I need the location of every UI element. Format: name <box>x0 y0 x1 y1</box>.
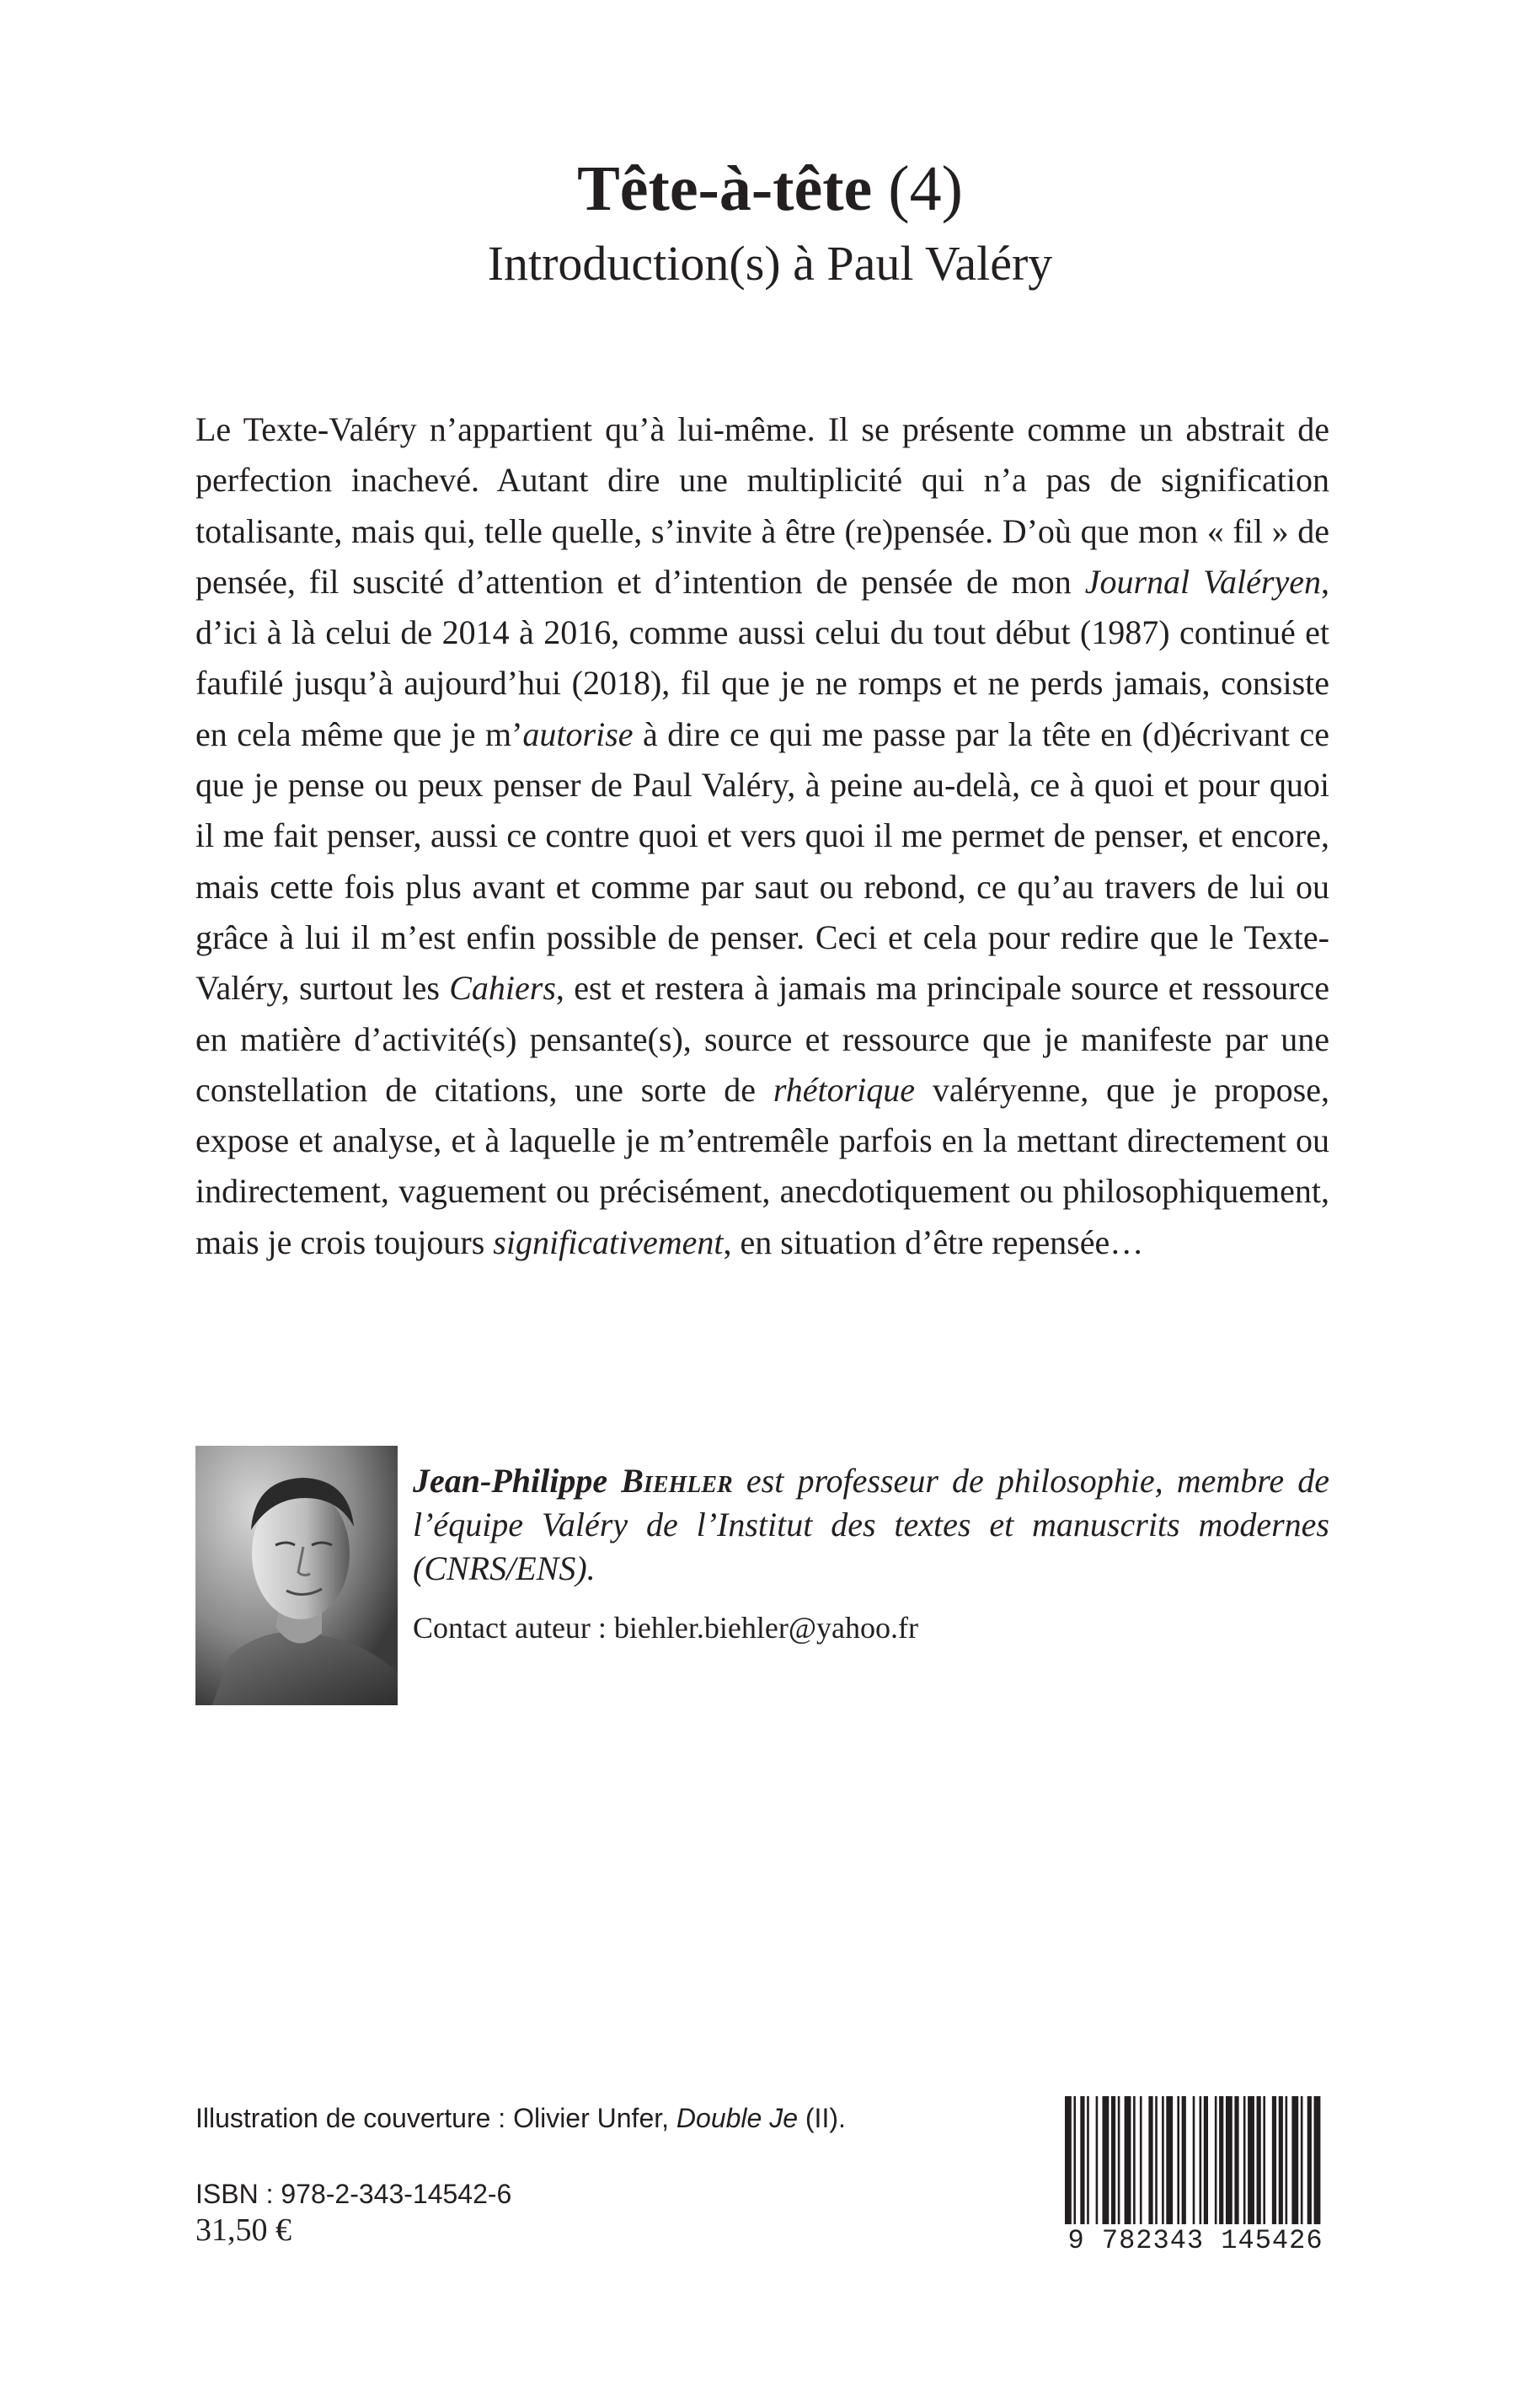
barcode-number: 9 782343 145426 <box>1061 2224 1329 2258</box>
barcode-bar <box>1200 2096 1202 2224</box>
barcode-bar <box>1177 2096 1179 2224</box>
author-contact: Contact auteur : biehler.biehler@yahoo.fr <box>413 1611 918 1645</box>
barcode-bar <box>1301 2096 1303 2224</box>
barcode-bar <box>1162 2096 1164 2224</box>
title-block <box>0 150 1540 293</box>
blurb-autorise: autorise <box>522 714 634 753</box>
barcode-bar <box>1155 2096 1158 2224</box>
barcode-bar <box>1314 2096 1321 2224</box>
book-title <box>0 150 1540 227</box>
barcode-bar <box>1286 2096 1288 2224</box>
author-bio <box>413 1459 1329 1591</box>
author-bio-text: est professeur de philosophie, membre de l’équipe Valéry de l’Institut des textes et manuscrits modernes (CNRS/ENS). <box>413 1462 1330 1587</box>
barcode-bar <box>1215 2096 1217 2224</box>
blurb-significativement: significativement <box>493 1222 724 1261</box>
title-main: Tête-à-tête <box>577 153 873 224</box>
illustration-credit-prefix: Illustration de couverture : Olivier Unfer, <box>195 2103 676 2133</box>
blurb-journal-title: Journal Valéryen <box>1084 562 1321 601</box>
barcode-bar <box>1204 2096 1208 2224</box>
price: 31,50 € <box>195 2212 291 2248</box>
blurb-rhetorique: rhétorique <box>773 1070 916 1109</box>
barcode-bar <box>1248 2096 1254 2224</box>
blurb-text-3: à dire ce qui me passe par la tête en (d)écrivant ce que je pense ou peux penser de Paul Valéry, à peine au-delà, ce à quoi et pour quoi il me fait penser, aussi ce contre quoi et vers quoi il me permet de penser, et encore, mais cette fois plus avant et comme par saut ou rebond, ce qu’au travers de lui ou grâce à lui il m’est enfin possible de penser. Ceci et cela pour redire que le Texte-Valéry, surtout les <box>195 714 1329 1008</box>
barcode-bar <box>1307 2096 1312 2224</box>
barcode-bar <box>1193 2096 1195 2224</box>
title-volume-number: (4) <box>888 153 963 224</box>
barcode-bar <box>1148 2096 1152 2224</box>
barcode-bar <box>1073 2096 1076 2224</box>
blurb-text-5: valéryenne, que je propose, expose et analyse, et à laquelle je m’entremêle parfois en la mettant directement ou indirectement, vaguement ou précisément, anecdotiquement ou philosophiquement, mais je crois toujours <box>195 1070 1330 1261</box>
barcode-bar <box>1111 2096 1115 2224</box>
barcode-bar <box>1102 2096 1109 2224</box>
barcode-bar <box>1125 2096 1131 2224</box>
back-cover-blurb <box>195 404 1329 1268</box>
book-subtitle: Introduction(s) à Paul Valéry <box>487 236 1053 291</box>
author-last-name: Biehler <box>621 1462 733 1500</box>
blurb-text-2: , d’ici à là celui de 2014 à 2016, comme aussi celui du tout début (1987) continué et faufilé jusqu’à aujourd’hui (2018), fil que je ne romps et ne perds jamais, consiste en cela même que je m’ <box>195 562 1329 753</box>
barcode-bar <box>1257 2096 1261 2224</box>
barcode-bar <box>1263 2096 1265 2224</box>
barcode-bar <box>1118 2096 1120 2224</box>
blurb-cahiers-title: Cahiers <box>449 969 556 1008</box>
blurb-text-6: , en situation d’être repensée… <box>723 1222 1144 1261</box>
author-photo <box>195 1446 398 1705</box>
barcode-bar <box>1166 2096 1173 2224</box>
barcode-bar <box>1140 2096 1142 2224</box>
barcode-bar <box>1272 2096 1276 2224</box>
barcode-bar <box>1279 2096 1283 2224</box>
blurb-text-1: Le Texte-Valéry n’appartient qu’à lui-même. Il se présente comme un abstrait de perfection inachevé. Autant dire une multiplicité qui n’a pas de signification totalisante, mais qui, telle quelle, s’invite à être (re)pensée. D’où que mon « fil » de pensée, fil suscité d’attention et d’intention de pensée de mon <box>195 410 1329 601</box>
barcode-bar <box>1291 2096 1298 2224</box>
barcode-bar <box>1234 2096 1238 2224</box>
barcode-bar <box>1080 2096 1084 2224</box>
barcode-bar <box>1133 2096 1136 2224</box>
barcode-bar <box>1182 2096 1186 2224</box>
barcode-bar <box>1096 2096 1099 2224</box>
barcode-bar <box>1087 2096 1089 2224</box>
author-first-name: Jean-Philippe <box>413 1462 608 1500</box>
cover-illustration-credit <box>195 2101 1038 2135</box>
barcode-bar <box>1219 2096 1223 2224</box>
barcode-bar <box>1065 2096 1072 2224</box>
barcode-bar <box>1226 2096 1233 2224</box>
barcode-bar <box>1243 2096 1246 2224</box>
blurb-text-4: , est et restera à jamais ma principale source et ressource en matière d’activité(s) pensante(s), source et ressource que je manifeste par une constellation de citations, une sorte de <box>195 969 1330 1109</box>
illustration-credit-suffix: (II). <box>798 2103 846 2133</box>
isbn: ISBN : 978-2-343-14542-6 <box>195 2179 512 2209</box>
illustration-title: Double Je <box>676 2103 798 2133</box>
